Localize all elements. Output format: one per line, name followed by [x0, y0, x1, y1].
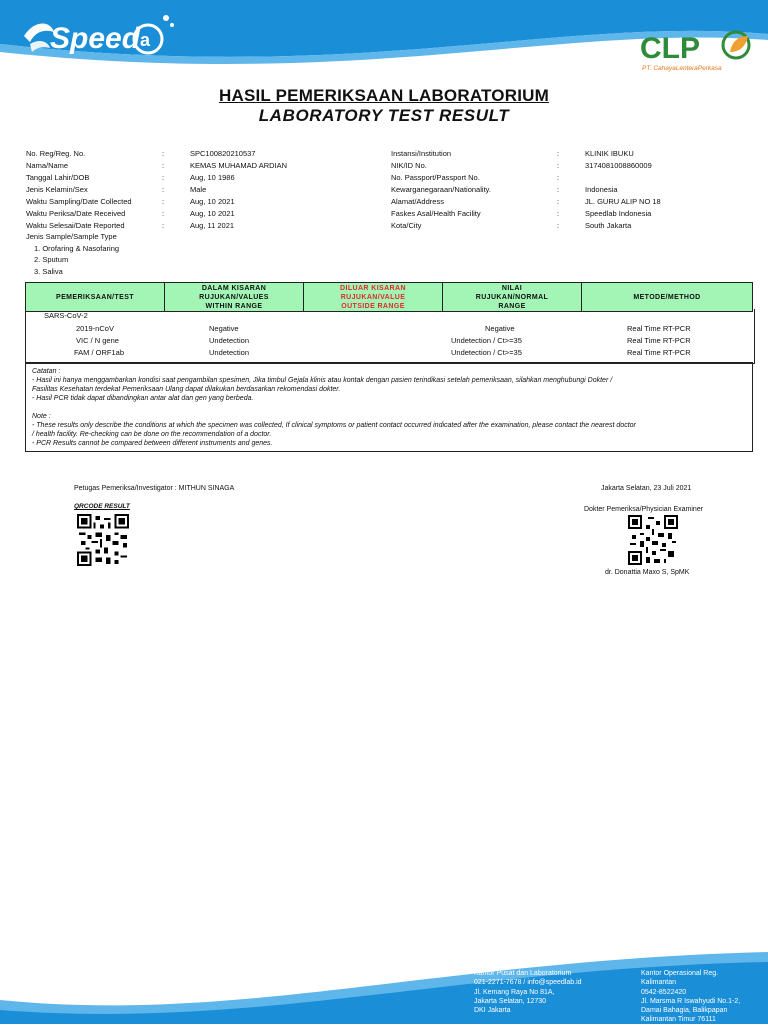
- result-method: Real Time RT-PCR: [627, 336, 691, 345]
- header-normal-range: NILAI RUJUKAN/NORMAL RANGE: [443, 283, 582, 312]
- results-table: [25, 282, 753, 312]
- info-row-passport: No. Passport/Passport No. :: [391, 173, 560, 182]
- info-row-address: Alamat/Address : JL. GURU ALIP NO 18: [391, 197, 661, 206]
- notes-line: - Hasil ini hanya menggambarkan kondisi saat pengambilan spesimen, Jika timbul Gejala klinis atau kontak dengan pasien terindikasi setelah pemeriksaan, silahkan menghubungi Dokter /: [32, 377, 613, 384]
- notes-line: - PCR Results cannot be compared between different instruments and genes.: [32, 440, 273, 447]
- patient-info-left: [26, 148, 287, 232]
- footer-branch-phone: 0542-8522420: [641, 988, 687, 996]
- info-label: No. Reg/Reg. No.: [26, 149, 86, 158]
- info-label: Waktu Selesai/Date Reported: [26, 221, 125, 230]
- result-group-name: SARS-CoV-2: [44, 311, 88, 320]
- header-test: PEMERIKSAAN/TEST: [26, 283, 165, 312]
- result-normal-value: Undetection / Ct>=35: [451, 348, 522, 357]
- footer-branch-address: Damai Bahagia, Balikpapan: [641, 1007, 728, 1015]
- notes-line: Fasilitas Kesehatan terdekat Pemeriksaan Ulang dapat dilakukan berdasarkan rekomendasi dokter.: [32, 386, 341, 393]
- result-within-value: Undetection: [209, 348, 250, 357]
- result-normal-value: Negative: [485, 324, 515, 333]
- info-value: Aug, 10 2021: [190, 197, 235, 206]
- sample-type-item: 2. Sputum: [34, 255, 69, 264]
- info-label: Waktu Periksa/Date Received: [26, 209, 126, 218]
- result-qr-code[interactable]: [77, 514, 129, 566]
- info-value: 3174081008860009: [585, 161, 652, 170]
- info-label: Kota/City: [391, 221, 422, 230]
- info-value: JL. GURU ALIP NO 18: [585, 197, 661, 206]
- footer-branch-title: Kantor Operasional Reg.: [641, 970, 719, 977]
- info-label: Alamat/Address: [391, 197, 444, 206]
- result-normal-value: Undetection / Ct>=35: [451, 336, 522, 345]
- info-row-institution: Instansi/Institution : KLINIK IBUKU: [391, 149, 634, 158]
- result-test-name: 2019-nCoV: [76, 324, 114, 333]
- examiner-name: dr. Donattia Maxo S, SpMK: [605, 569, 690, 576]
- footer-branch-title: Kalimantan: [641, 979, 677, 987]
- footer-hq-title: Kantor Pusat dan Laboratorium: [474, 970, 572, 977]
- sample-type-item: 3. Saliva: [34, 266, 63, 276]
- notes-title-id: Catatan :: [32, 368, 61, 375]
- notes-line: / health facility. Re-checking can be done on the recommendation of a doctor.: [32, 431, 272, 438]
- info-row-nik: NIK/ID No. : 3174081008860009: [391, 161, 652, 170]
- info-row-dob: Tanggal Lahir/DOB : Aug, 10 1986: [26, 173, 235, 182]
- footer-branch-address: Jl. Marsma R Iswahyudi No.1-2,: [641, 997, 741, 1005]
- header-within-range: DALAM KISARAN RUJUKAN/VALUES WITHIN RANGE: [165, 283, 304, 312]
- info-row-date-collected: Waktu Sampling/Date Collected : Aug, 10 2021: [26, 197, 235, 206]
- info-value: Aug, 11 2021: [190, 221, 235, 230]
- info-row-date-reported: Waktu Selesai/Date Reported : Aug, 11 2021: [26, 221, 235, 230]
- notes-title-en: Note :: [32, 413, 51, 420]
- sample-type-section: [26, 231, 119, 277]
- results-header-row: [26, 283, 753, 312]
- info-value: SPC100820210537: [190, 149, 256, 158]
- results-body: [25, 309, 755, 364]
- place-date-text: Jakarta Selatan, 23 Juli 2021: [601, 485, 692, 492]
- title-indonesian: HASIL PEMERIKSAAN LABORATORIUM: [219, 86, 549, 105]
- patient-info-right: [391, 148, 661, 232]
- header-method: METODE/METHOD: [582, 283, 753, 312]
- notes-line: - These results only describe the conditions at which the specimen was collected, If clinical symptoms or patient contact occurred indicated after the examination, please contact the nearest doctor: [32, 422, 636, 429]
- footer-hq-address: Jakarta Selatan, 12730: [474, 997, 546, 1005]
- speedlab-logo: [20, 8, 180, 66]
- result-method: Real Time RT-PCR: [627, 348, 691, 357]
- result-within-value: Negative: [209, 324, 239, 333]
- info-value: Indonesia: [585, 185, 618, 194]
- header-outside-range: DILUAR KISARAN RUJUKAN/VALUE OUTSIDE RANGE: [304, 283, 443, 312]
- info-label: Nama/Name: [26, 161, 69, 170]
- svg-text:CLP: CLP: [640, 32, 700, 65]
- sample-type-label: Jenis Sample/Sample Type: [26, 232, 117, 241]
- info-label: Faskes Asal/Health Facility: [391, 209, 481, 218]
- info-row-health-facility: Faskes Asal/Health Facility : Speedlab Indonesia: [391, 209, 652, 218]
- info-row-name: Nama/Name : KEMAS MUHAMAD ARDIAN: [26, 161, 288, 170]
- clp-logo: [640, 28, 760, 76]
- info-value: KLINIK IBUKU: [585, 149, 634, 158]
- examiner-qr-code[interactable]: [628, 515, 678, 565]
- info-row-city: Kota/City : South Jakarta: [391, 221, 632, 230]
- notes-box: [25, 362, 753, 452]
- info-row-date-received: Waktu Periksa/Date Received : Aug, 10 2021: [26, 209, 235, 218]
- footer-hq-address: Jl. Kemang Raya No 81A,: [474, 988, 555, 996]
- info-label: NIK/ID No.: [391, 161, 427, 170]
- info-value: Aug, 10 2021: [190, 209, 235, 218]
- info-value: Speedlab Indonesia: [585, 209, 652, 218]
- info-label: Kewarganegaraan/Nationality.: [391, 185, 491, 194]
- info-row-sex: Jenis Kelamin/Sex : Male: [26, 185, 207, 194]
- result-within-value: Undetection: [209, 336, 250, 345]
- footer-hq-info: [474, 969, 582, 1015]
- info-label: Waktu Sampling/Date Collected: [26, 197, 132, 206]
- info-row-reg-no: No. Reg/Reg. No. : SPC100820210537: [26, 149, 256, 158]
- result-method: Real Time RT-PCR: [627, 324, 691, 333]
- info-value: KEMAS MUHAMAD ARDIAN: [190, 161, 288, 170]
- footer-branch-address: Kalimantan Timur 76111: [641, 1016, 716, 1024]
- info-value: Aug, 10 1986: [190, 173, 235, 182]
- info-label: Jenis Kelamin/Sex: [26, 185, 88, 194]
- svg-text:Speed: Speed: [50, 22, 141, 55]
- result-test-name: FAM / ORF1ab: [74, 348, 125, 357]
- sample-type-item: 1. Orofaring & Nasofaring: [34, 243, 120, 253]
- footer-branch-info: [641, 969, 740, 1025]
- qrcode-result-label: QRCODE RESULT: [74, 503, 130, 510]
- svg-text:PT. CahayaLenteraPerkasa: PT. CahayaLenteraPerkasa: [642, 65, 722, 72]
- info-value: South Jakarta: [585, 221, 632, 230]
- info-row-nationality: Kewarganegaraan/Nationality. : Indonesia: [391, 185, 618, 194]
- info-label: No. Passport/Passport No.: [391, 173, 480, 182]
- examiner-label: Dokter Pemeriksa/Physician Examiner: [584, 506, 704, 513]
- footer-hq-address: DKI Jakarta: [474, 1007, 511, 1015]
- info-value: Male: [190, 185, 207, 194]
- info-label: Instansi/Institution: [391, 149, 452, 158]
- svg-text:a: a: [140, 30, 151, 50]
- title-english: LABORATORY TEST RESULT: [258, 106, 510, 125]
- investigator-text: Petugas Pemeriksa/Investigator : MITHUN SINAGA: [74, 485, 235, 492]
- info-label: Tanggal Lahir/DOB: [26, 173, 90, 182]
- notes-line: - Hasil PCR tidak dapat dibandingkan antar alat dan gen yang berbeda.: [32, 395, 254, 402]
- footer-hq-contact: 021-2271-7678 / info@speedlab.id: [474, 979, 582, 987]
- result-test-name: VIC / N gene: [76, 336, 119, 345]
